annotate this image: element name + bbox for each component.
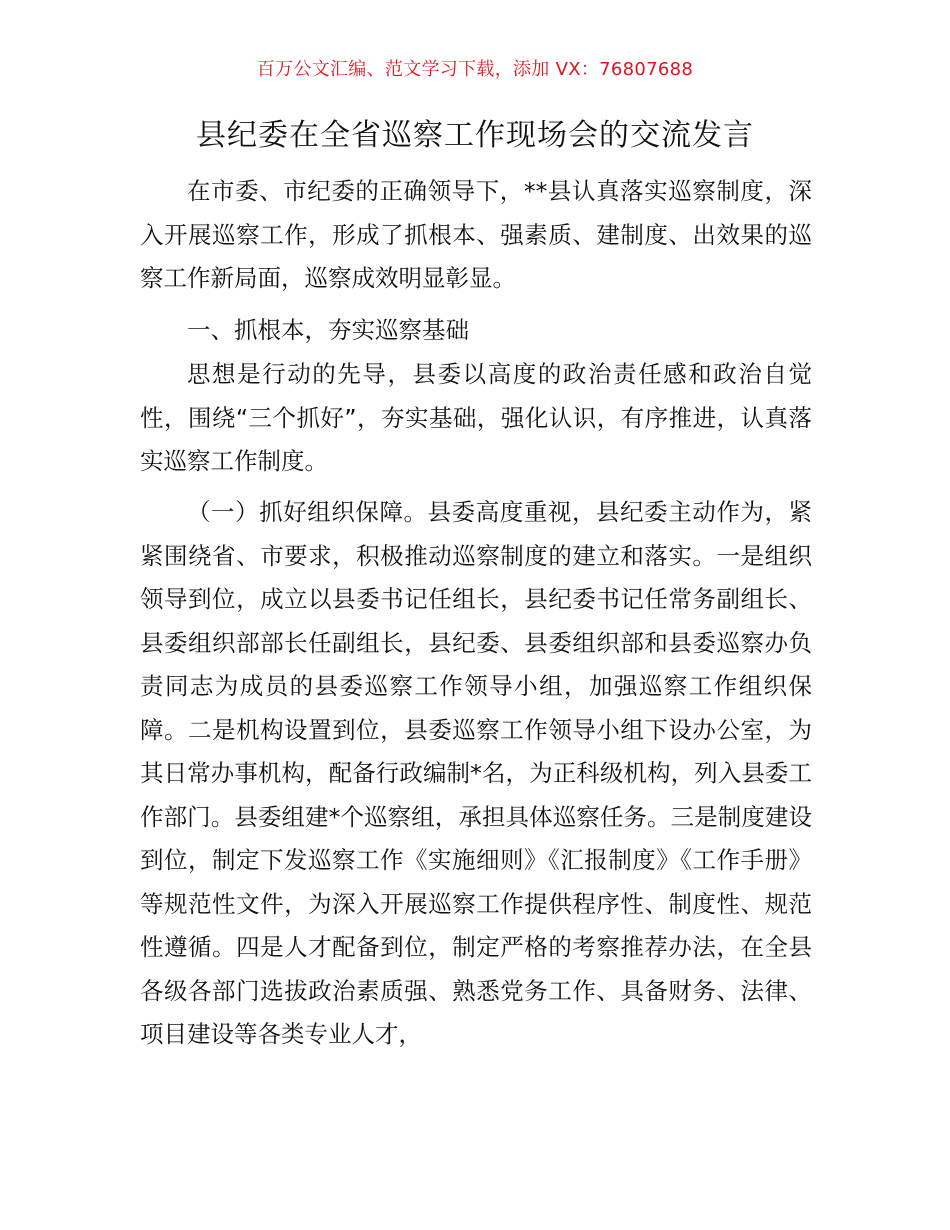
header-banner: 百万公文汇编、范文学习下载，添加 VX：76807688 — [256, 59, 694, 80]
section-heading-block — [140, 309, 812, 353]
section-intro-paragraph: 思想是行动的先导，县委以高度的政治责任感和政治自觉性，围绕“三个抓好”，夯实基础，强化认识，有序推进，认真落实巡察工作制度。 — [140, 360, 812, 475]
section-heading: 一、抓根本，夯实巡察基础 — [187, 316, 469, 344]
intro-paragraph: 在市委、市纪委的正确领导下，**县认真落实巡察制度，深入开展巡察工作，形成了抓根本、强素质、建制度、出效果的巡察工作新局面，巡察成效明显彰显。 — [140, 177, 812, 292]
subsection-paragraph: （一）抓好组织保障。县委高度重视，县纪委主动作为，紧紧围绕省、市要求，积极推动巡察制度的建立和落实。一是组织领导到位，成立以县委书记任组长，县纪委书记任常务副组长、县委组织部部长任副组长，县纪委、县委组织部和县委巡察办负责同志为成员的县委巡察工作领导小组，加强巡察工作组织保障。二是机构设置到位，县委巡察工作领导小组下设办公室，为其日常办事机构，配备行政编制*名，为正科级机构，列入县委工作部门。县委组建*个巡察组，承担具体巡察任务。三是制度建设到位，制定下发巡察工作《实施细则》《汇报制度》《工作手册》等规范性文件，为深入开展巡察工作提供程序性、制度性、规范性遵循。四是人才配备到位，制定严格的考察推荐办法，在全县各级各部门选拔政治素质强、熟悉党务工作、具备财务、法律、项目建设等各类专业人才， — [140, 498, 812, 1048]
subsection-paragraph-block — [140, 491, 812, 1057]
section-intro-paragraph-block — [140, 353, 812, 484]
document-title: 县纪委在全省巡察工作现场会的交流发言 — [196, 118, 754, 153]
intro-paragraph-block — [140, 170, 812, 301]
